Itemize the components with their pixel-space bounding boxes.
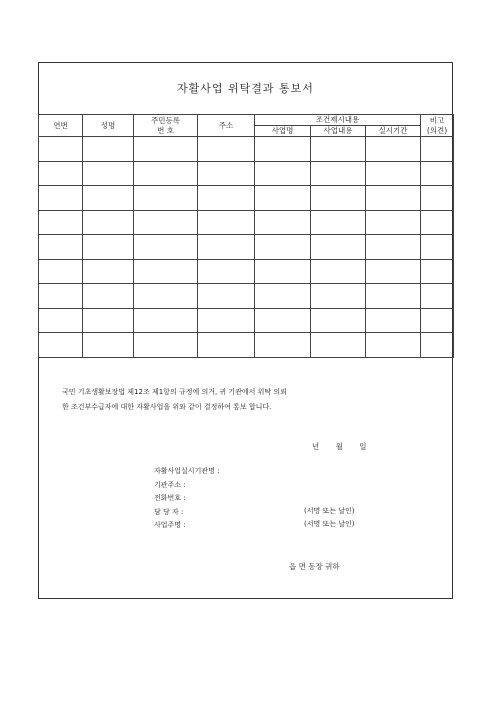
table-cell <box>311 137 366 162</box>
table-cell <box>421 308 454 333</box>
header-rrn-line2: 번 호 <box>157 125 174 135</box>
table-cell <box>83 308 134 333</box>
table-row <box>39 333 454 358</box>
sign-manager: (서명 또는 날인) <box>304 507 355 515</box>
table-cell <box>39 235 83 260</box>
table-cell <box>134 186 198 211</box>
table-cell <box>366 235 421 260</box>
table-cell <box>198 308 255 333</box>
field-owner: 사업주명 : <box>154 521 186 529</box>
header-rrn <box>134 115 198 137</box>
notice-line1: 국민 기초생활보장법 제12조 제1항의 규정에 의거, 귀 기관에서 위탁 의뢰 <box>62 388 287 396</box>
table-cell <box>311 186 366 211</box>
table-row <box>39 186 454 211</box>
table-cell <box>421 259 454 284</box>
field-phone: 전화번호 : <box>154 494 186 502</box>
table-cell <box>134 259 198 284</box>
table-cell <box>255 186 311 211</box>
header-address: 주소 <box>198 115 255 137</box>
header-project-content: 사업내용 <box>311 126 366 137</box>
form-title: 자활사업 위탁결과 통보서 <box>177 82 314 95</box>
table-cell <box>255 137 311 162</box>
table-cell <box>134 161 198 186</box>
table-cell <box>134 284 198 309</box>
table-row <box>39 161 454 186</box>
table-cell <box>198 161 255 186</box>
header-conditions: 조건제시내용 <box>255 115 421 126</box>
table-cell <box>39 333 83 358</box>
header-project-name: 사업명 <box>255 126 311 137</box>
table-cell <box>39 210 83 235</box>
sign-owner: (서명 또는 날인) <box>304 520 355 528</box>
header-no: 연번 <box>39 115 83 137</box>
table-cell <box>311 284 366 309</box>
table-cell <box>39 186 83 211</box>
table-cell <box>311 161 366 186</box>
table-cell <box>311 210 366 235</box>
table-cell <box>366 259 421 284</box>
table-cell <box>421 235 454 260</box>
field-manager: 담 당 자 : <box>154 507 184 516</box>
table-cell <box>83 161 134 186</box>
agency-fields <box>154 465 219 533</box>
table-cell <box>311 333 366 358</box>
table-cell <box>39 161 83 186</box>
table-cell <box>39 308 83 333</box>
table-cell <box>255 210 311 235</box>
header-name: 성명 <box>83 115 134 137</box>
header-remarks-line1: 비고 <box>429 115 445 125</box>
table-cell <box>198 235 255 260</box>
table-cell <box>255 333 311 358</box>
recipient-line: 읍 면 동장 귀하 <box>289 562 340 571</box>
notice-line2: 한 조건부수급자에 대한 자활사업을 위와 같이 결정하여 통보 합니다. <box>62 403 272 411</box>
table-cell <box>198 210 255 235</box>
table-cell <box>198 333 255 358</box>
table-cell <box>366 137 421 162</box>
table-cell <box>198 284 255 309</box>
table-row <box>39 137 454 162</box>
field-agency-name: 자활사업실시기관명 : <box>154 467 220 475</box>
table-cell <box>83 284 134 309</box>
table-cell <box>134 333 198 358</box>
table-cell <box>366 161 421 186</box>
table-row <box>39 210 454 235</box>
table-cell <box>421 137 454 162</box>
table-cell <box>134 210 198 235</box>
table-cell <box>198 259 255 284</box>
table-cell <box>255 284 311 309</box>
table-cell <box>39 137 83 162</box>
table-cell <box>366 308 421 333</box>
table-cell <box>198 186 255 211</box>
table-cell <box>366 284 421 309</box>
table-row <box>39 284 454 309</box>
table-cell <box>83 137 134 162</box>
table-cell <box>311 308 366 333</box>
table-cell <box>134 235 198 260</box>
date-line: 년 월 일 <box>312 442 367 451</box>
table-cell <box>255 235 311 260</box>
table-cell <box>421 210 454 235</box>
table-cell <box>83 210 134 235</box>
table-cell <box>83 235 134 260</box>
table-cell <box>83 259 134 284</box>
table-row <box>39 259 454 284</box>
table-cell <box>311 259 366 284</box>
header-remarks-line2: (의견) <box>426 125 448 135</box>
notice-text <box>62 385 287 415</box>
table-cell <box>198 137 255 162</box>
table-cell <box>134 137 198 162</box>
header-period: 실시기간 <box>366 126 421 137</box>
header-remarks <box>421 115 454 137</box>
notification-form <box>38 62 453 599</box>
table-cell <box>421 284 454 309</box>
field-agency-address: 기관주소 : <box>154 480 186 489</box>
table-cell <box>39 284 83 309</box>
table-row <box>39 235 454 260</box>
table-cell <box>83 333 134 358</box>
table-cell <box>255 161 311 186</box>
table-cell <box>366 333 421 358</box>
table-cell <box>311 235 366 260</box>
table-cell <box>366 210 421 235</box>
header-rrn-line1: 주민등록 <box>151 115 180 125</box>
table-cell <box>421 161 454 186</box>
table-cell <box>255 259 311 284</box>
table-cell <box>366 186 421 211</box>
table-cell <box>39 259 83 284</box>
table-cell <box>134 308 198 333</box>
table-cell <box>421 333 454 358</box>
table-row <box>39 308 454 333</box>
table-cell <box>255 308 311 333</box>
table-cell <box>83 186 134 211</box>
result-table <box>38 114 454 358</box>
table-cell <box>421 186 454 211</box>
